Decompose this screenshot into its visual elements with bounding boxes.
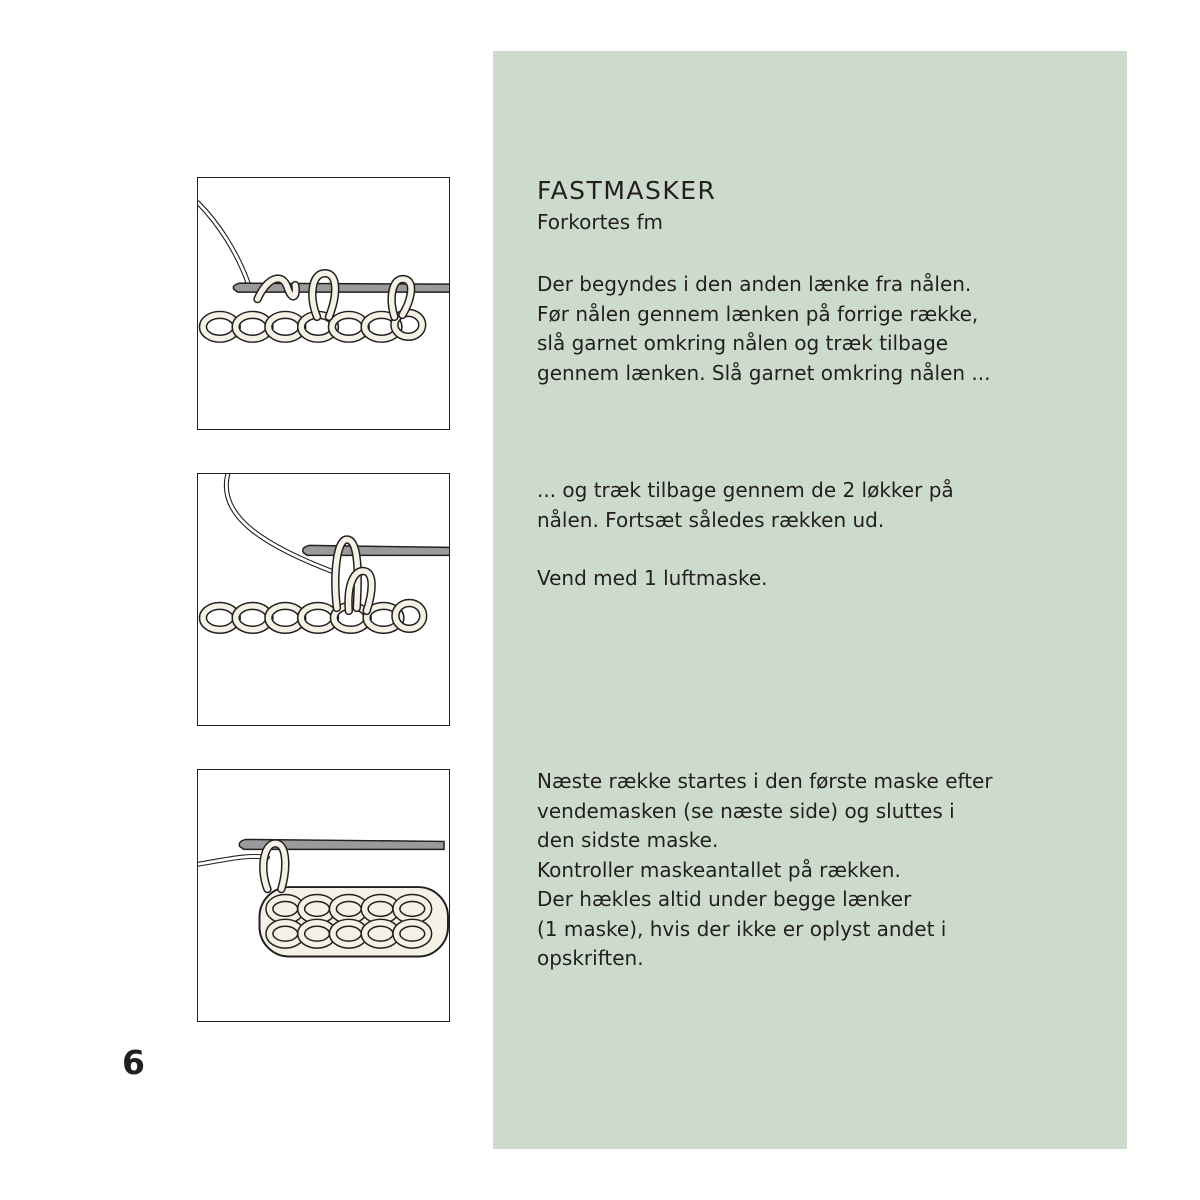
page-number: 6 [122,1043,145,1082]
section-subtitle: Forkortes fm [537,210,664,234]
crochet-step-1-illustration [197,177,450,430]
section-title: FASTMASKER [537,176,717,205]
crochet-step-3-illustration [197,769,450,1022]
instruction-paragraph-4: Næste række startes i den første maske efter vendemasken (se næste side) og sluttes i den sidste maske. Kontroller maskeantallet på rækken. Der hækles altid under begge lænker (1 maske), hvis der ikke er oplyst andet i opskriften. [537,769,993,970]
instruction-paragraph-2: ... og træk tilbage gennem de 2 løkker på nålen. Fortsæt således rækken ud. [537,478,954,532]
instruction-paragraph-3: Vend med 1 luftmaske. [537,566,768,590]
instruction-paragraph-1: Der begyndes i den anden lænke fra nålen. Før nålen gennem lænken på forrige række, slå garnet omkring nålen og træk tilbage gennem lænken. Slå garnet omkring nålen ... [537,272,991,385]
crochet-step-2-illustration [197,473,450,726]
